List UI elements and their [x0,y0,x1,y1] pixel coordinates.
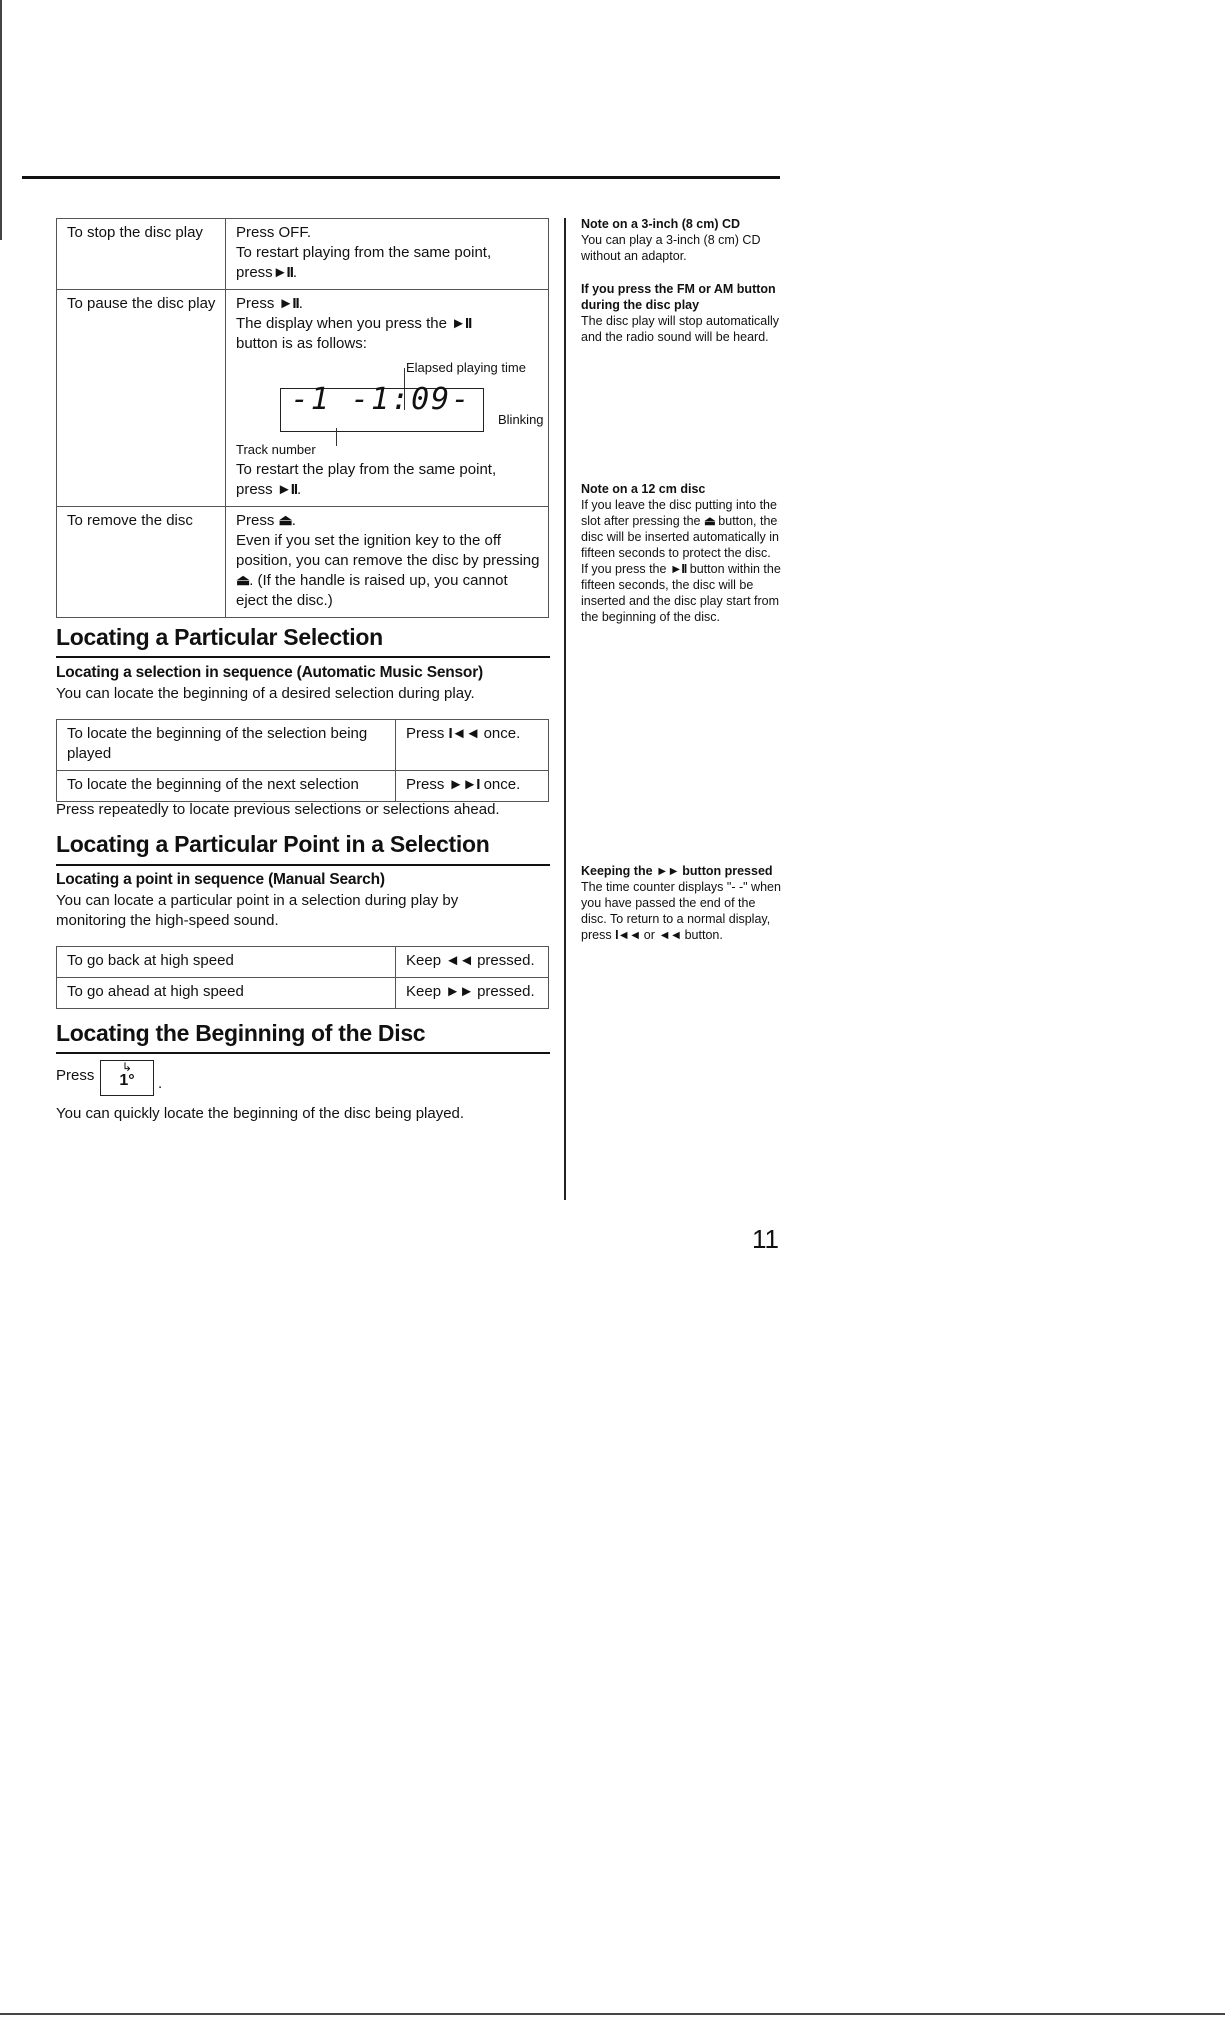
text-fragment: Press [236,295,275,312]
note-body: button, the disc will be inserted automatically in fifteen seconds to protect the disc. [581,514,780,560]
section-heading: Locating a Particular Point in a Selection [56,831,490,857]
text-fragment: button pressed [682,864,773,878]
note-body: If you leave the disc putting into the slot after pressing the [581,498,777,528]
text-fragment: pressed. [477,952,535,969]
instruction-cell [226,507,549,618]
text-fragment: . [297,481,302,498]
disc-operations-table [56,218,549,618]
text-fragment: press [236,481,273,498]
text-fragment: . [298,295,303,312]
action-cell: To stop the disc play [57,219,226,290]
text-fragment: Press [236,512,275,529]
text-fragment: Keep [406,952,442,969]
press-period: . [158,1075,163,1092]
top-rule [22,176,780,179]
table-row [57,507,549,618]
action-cell: To go back at high speed [57,947,396,978]
instruction-cell [226,290,549,507]
text-fragment: . [292,264,298,281]
text-fragment: once. [483,725,521,742]
note-body: You can play a 3-inch (8 cm) CD without an adaptor. [581,233,761,263]
play-pause-icon: ►II [451,315,472,332]
instruction-cell [396,947,549,978]
instruction-line: Press OFF. [236,224,312,241]
text-fragment: Keep [406,983,442,1000]
instruction-line [236,314,540,334]
sidebar-note [581,481,781,625]
instruction-cell [396,771,549,802]
play-pause-icon: ►II [272,264,293,281]
text-fragment: Even if you set the ignition key to the off position, you can remove the disc by pressing [236,532,540,569]
scan-edge-left [0,0,2,240]
instruction-line: button is as follows: [236,335,367,352]
text-fragment: . (If the handle is raised up, you cannot eject the disc.) [236,572,508,609]
eject-icon: ⏏ [704,514,715,528]
display-illustration [236,358,544,458]
note-body: button. [684,928,723,942]
text-fragment: press [236,264,273,281]
note-body: or [643,928,655,942]
eject-icon: ⏏ [236,572,250,589]
leader-line [336,428,337,446]
text-fragment: . [291,512,296,529]
action-cell: To remove the disc [57,507,226,618]
press-label: Press [56,1067,95,1084]
previous-track-icon: I◄◄ [448,725,480,742]
section-rule [56,864,550,866]
instruction-line [236,480,540,500]
note-body: The time counter displays "- -" when you have passed the end of the disc. To return to a normal display, press [581,880,781,942]
instruction-line [236,294,540,314]
play-pause-icon: ►II [276,481,298,498]
table-row [57,290,549,507]
section-heading: Locating the Beginning of the Disc [56,1020,426,1046]
instruction-line: To restart the play from the same point, [236,461,497,478]
ams-table [56,719,549,802]
disc-top-button-illustration [100,1060,154,1096]
scan-edge-bottom [0,2013,1225,2015]
play-pause-icon: ►II [669,562,687,576]
text-fragment: Press [406,725,445,742]
previous-track-icon: I◄◄ [615,928,641,942]
section-rule [56,656,550,658]
section-note: Press repeatedly to locate previous selections or selections ahead. [56,801,500,818]
page-number: 11 [752,1224,779,1254]
action-cell: To locate the beginning of the selection being played [57,720,396,771]
note-title: If you press the FM or AM button during the disc play [581,282,776,312]
note-title: Note on a 12 cm disc [581,482,706,496]
text-fragment: once. [483,776,521,793]
note-body: The disc play will stop automatically and the radio sound will be heard. [581,314,779,344]
fast-forward-icon: ►► [656,864,679,878]
section-subheading: Locating a selection in sequence (Automatic Music Sensor) [56,664,483,681]
note-body: If you press the [581,562,667,576]
button-label: 1° [119,1072,135,1089]
track-number-label: Track number [236,442,316,457]
next-track-icon: ►►I [448,776,480,793]
text-fragment: Press [406,776,445,793]
sidebar-note [581,281,781,345]
rewind-icon: ◄◄ [658,928,682,942]
elapsed-time-label: Elapsed playing time [406,360,526,375]
text-fragment: pressed. [477,983,535,1000]
lcd-digits: -1 -1:09- [290,382,472,417]
table-row [57,219,549,290]
action-cell: To locate the beginning of the next selection [57,771,396,802]
fast-forward-icon: ►► [445,983,473,1000]
note-title: Note on a 3-inch (8 cm) CD [581,217,741,231]
section-intro: You can locate a particular point in a selection during play by monitoring the high-speed sound. [56,892,459,929]
instruction-cell [396,720,549,771]
table-row [57,978,549,1009]
instruction-line: To restart playing from the same point, [236,244,492,261]
blinking-label: Blinking [498,412,544,427]
column-divider [564,218,566,1200]
play-pause-icon: ►II [278,295,299,312]
text-fragment: Keeping the [581,864,653,878]
instruction-cell [396,978,549,1009]
section-subheading: Locating a point in sequence (Manual Search) [56,871,385,888]
instruction-line [236,511,540,531]
instruction-line [236,531,540,611]
action-cell: To pause the disc play [57,290,226,507]
instruction-line [236,263,540,283]
table-row [57,947,549,978]
text-fragment: The display when you press the [236,315,447,332]
return-arrow-icon: ↳ [121,1060,133,1074]
note-title [581,863,781,879]
table-row [57,720,549,771]
note-body: button within the fifteen seconds, the disc will be inserted and the disc play start from the beginning of the disc. [581,562,781,624]
instruction-cell [226,219,549,290]
section-body: You can quickly locate the beginning of the disc being played. [56,1105,465,1122]
action-cell: To go ahead at high speed [57,978,396,1009]
section-intro: You can locate the beginning of a desired selection during play. [56,685,475,702]
table-row [57,771,549,802]
section-heading: Locating a Particular Selection [56,624,383,650]
sidebar-note [581,216,781,264]
eject-icon: ⏏ [278,512,292,529]
section-rule [56,1052,550,1054]
sidebar-note [581,863,781,943]
manual-search-table [56,946,549,1009]
rewind-icon: ◄◄ [445,952,473,969]
